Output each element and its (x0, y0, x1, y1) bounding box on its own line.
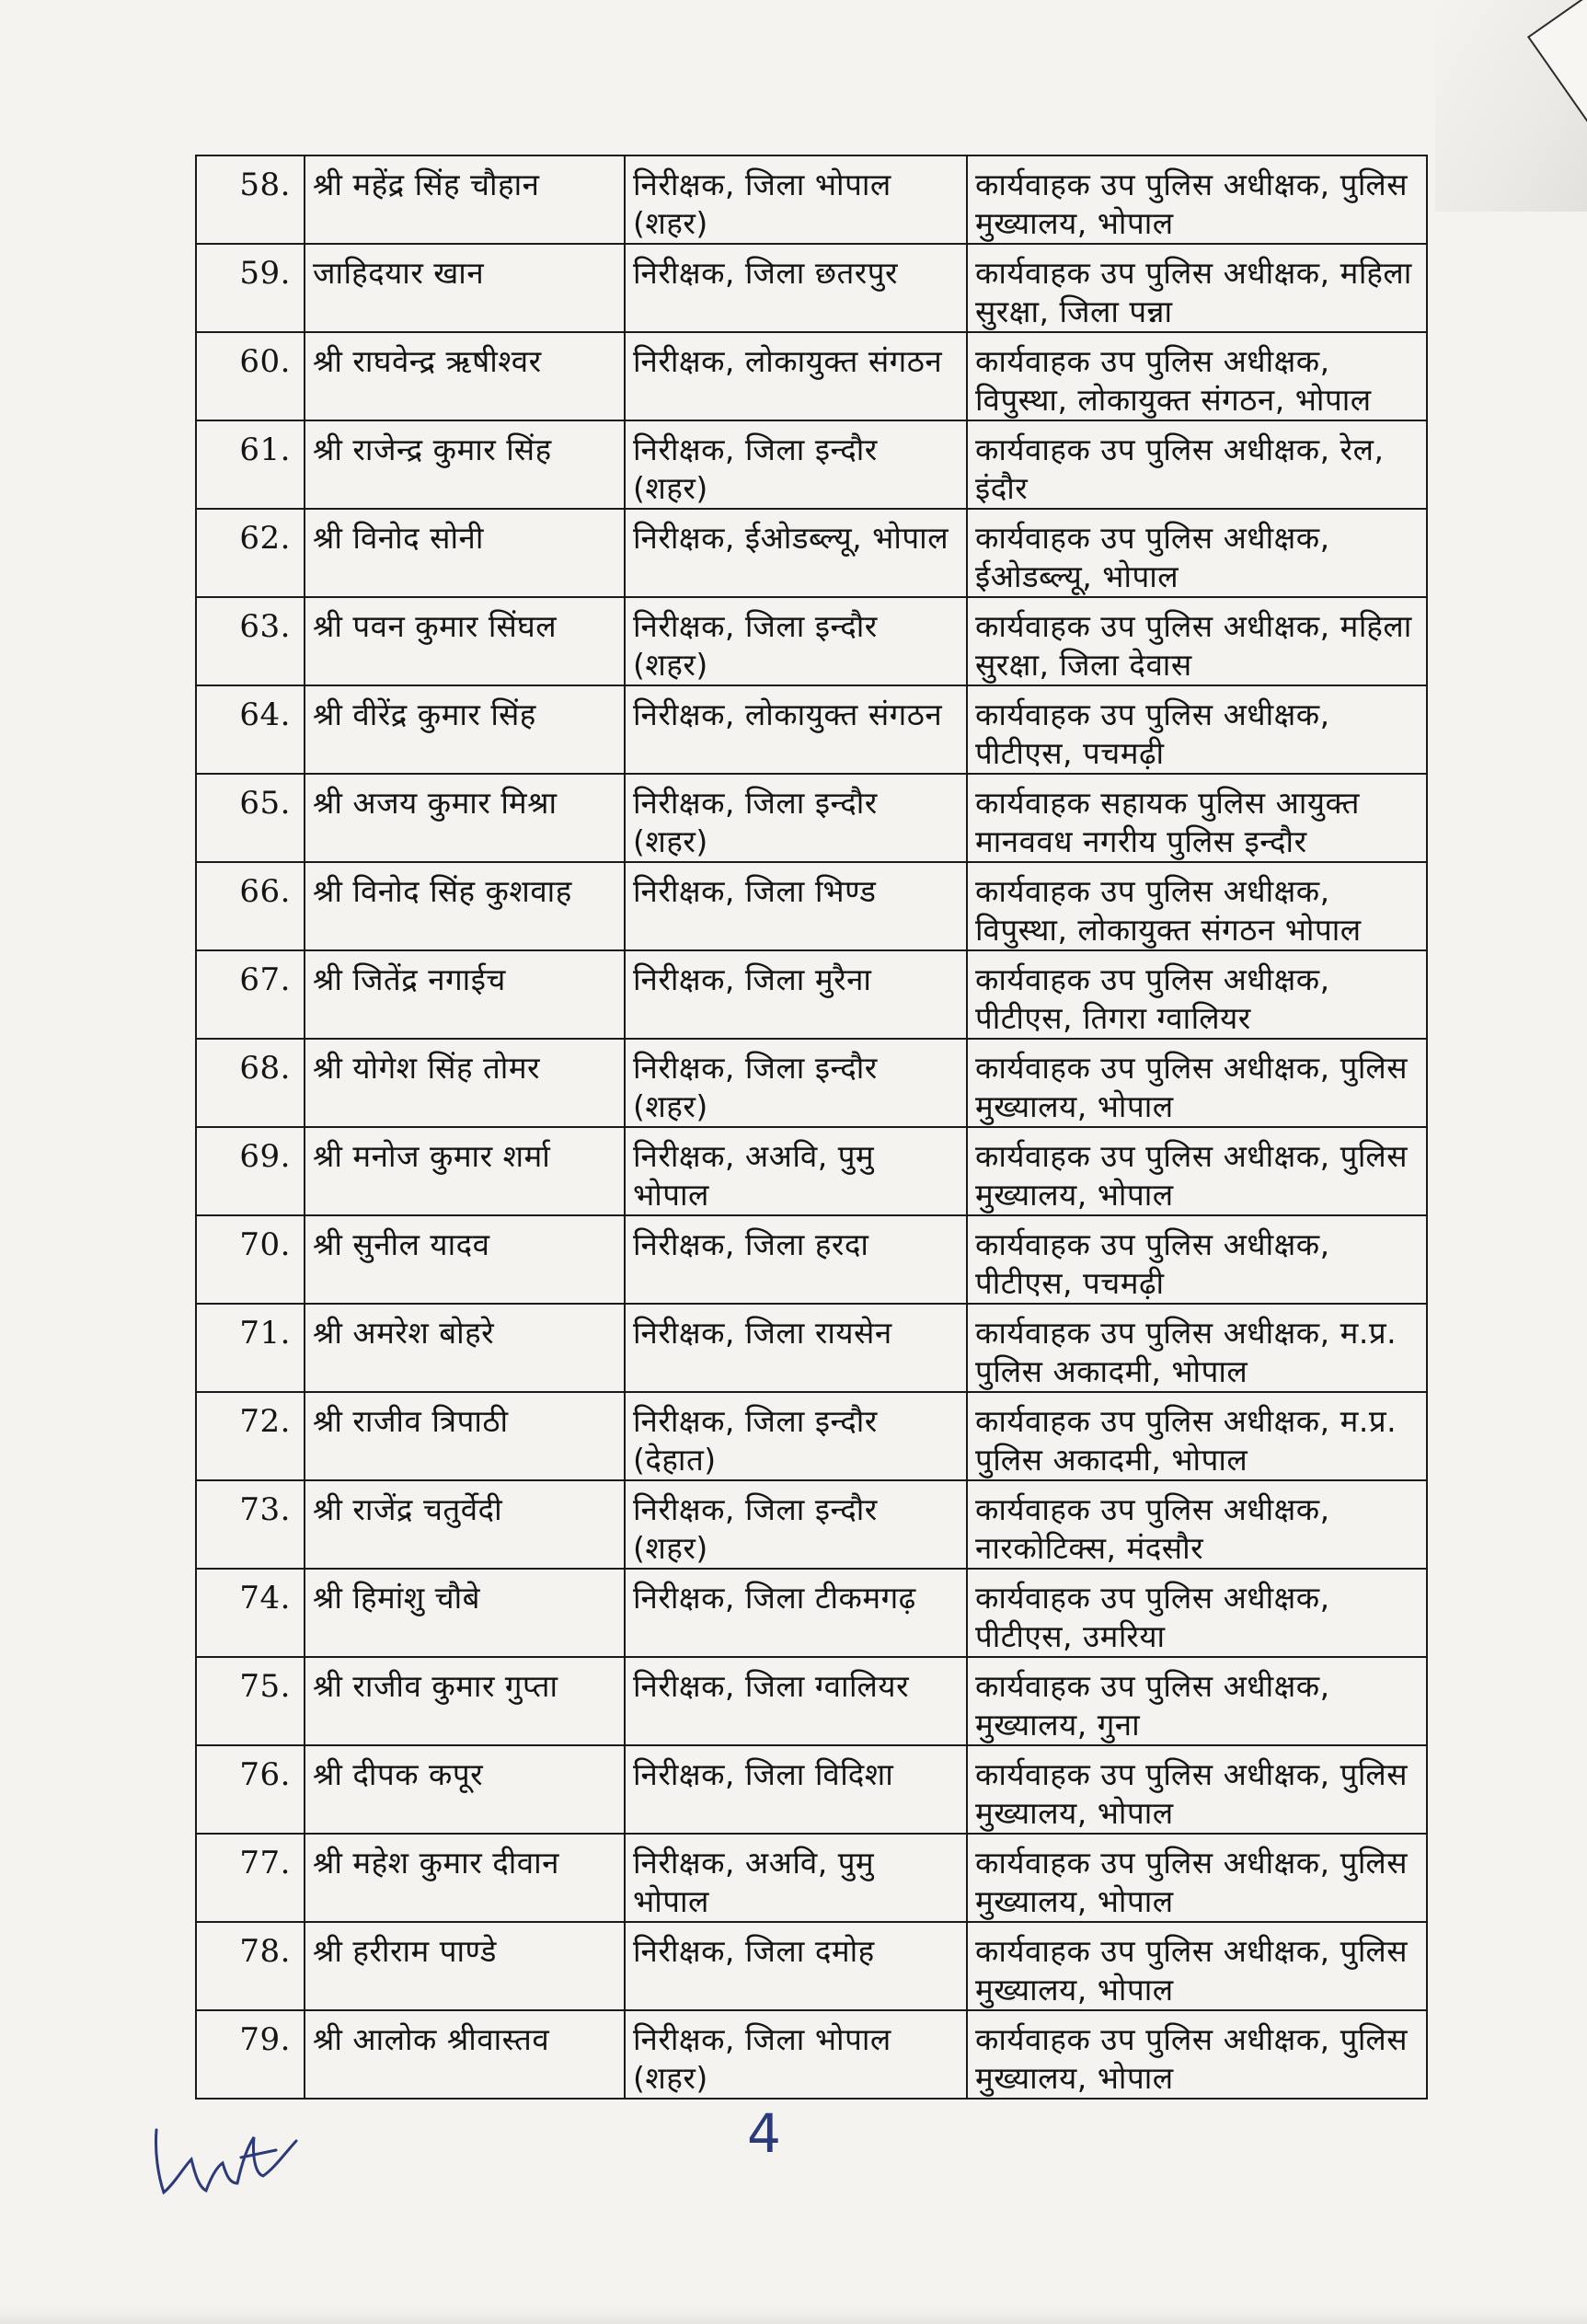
table-row (196, 509, 1427, 597)
officer-name-cell: श्री वीरेंद्र कुमार सिंह (305, 685, 625, 774)
current-posting-cell: निरीक्षक, अअवि, पुमु भोपाल (625, 1127, 967, 1215)
serial-number-cell: 77. (196, 1834, 305, 1922)
table-row (196, 1657, 1427, 1745)
current-posting-cell: निरीक्षक, जिला इन्दौर (देहात) (625, 1392, 967, 1480)
officer-name-cell: श्री अजय कुमार मिश्रा (305, 774, 625, 862)
officer-name-cell: श्री दीपक कपूर (305, 1745, 625, 1834)
new-posting-cell: कार्यवाहक उप पुलिस अधीक्षक, पीटीएस, पचमढ़ी (967, 1215, 1427, 1304)
table-row (196, 1480, 1427, 1569)
current-posting-cell: निरीक्षक, लोकायुक्त संगठन (625, 332, 967, 420)
table-row (196, 862, 1427, 950)
table-row (196, 950, 1427, 1039)
new-posting-cell: कार्यवाहक सहायक पुलिस आयुक्त मानववध नगरीय पुलिस इन्दौर (967, 774, 1427, 862)
new-posting-cell: कार्यवाहक उप पुलिस अधीक्षक, म.प्र. पुलिस अकादमी, भोपाल (967, 1304, 1427, 1392)
officer-name-cell: श्री पवन कुमार सिंघल (305, 597, 625, 685)
current-posting-cell: निरीक्षक, जिला भोपाल (शहर) (625, 2010, 967, 2099)
serial-number-cell: 62. (196, 509, 305, 597)
officer-name-cell: श्री हरीराम पाण्डे (305, 1922, 625, 2010)
serial-number-cell: 72. (196, 1392, 305, 1480)
posting-table (195, 155, 1428, 2100)
new-posting-cell: कार्यवाहक उप पुलिस अधीक्षक, पीटीएस, उमरिया (967, 1569, 1427, 1657)
officer-name-cell: श्री हिमांशु चौबे (305, 1569, 625, 1657)
current-posting-cell: निरीक्षक, जिला इन्दौर (शहर) (625, 1039, 967, 1127)
officer-name-cell: श्री विनोद सिंह कुशवाह (305, 862, 625, 950)
serial-number-cell: 70. (196, 1215, 305, 1304)
table-row (196, 1922, 1427, 2010)
new-posting-cell: कार्यवाहक उप पुलिस अधीक्षक, नारकोटिक्स, मंदसौर (967, 1480, 1427, 1569)
serial-number-cell: 63. (196, 597, 305, 685)
new-posting-cell: कार्यवाहक उप पुलिस अधीक्षक, विपुस्था, लोकायुक्त संगठन, भोपाल (967, 332, 1427, 420)
new-posting-cell: कार्यवाहक उप पुलिस अधीक्षक, पुलिस मुख्यालय, भोपाल (967, 2010, 1427, 2099)
new-posting-cell: कार्यवाहक उप पुलिस अधीक्षक, पुलिस मुख्यालय, भोपाल (967, 155, 1427, 244)
serial-number-cell: 75. (196, 1657, 305, 1745)
serial-number-cell: 78. (196, 1922, 305, 2010)
current-posting-cell: निरीक्षक, जिला ग्वालियर (625, 1657, 967, 1745)
new-posting-cell: कार्यवाहक उप पुलिस अधीक्षक, पुलिस मुख्यालय, भोपाल (967, 1922, 1427, 2010)
current-posting-cell: निरीक्षक, जिला मुरैना (625, 950, 967, 1039)
table-row (196, 1392, 1427, 1480)
serial-number-cell: 67. (196, 950, 305, 1039)
table-row (196, 1745, 1427, 1834)
table-row (196, 1304, 1427, 1392)
table-row (196, 2010, 1427, 2099)
table-row (196, 597, 1427, 685)
officer-name-cell: श्री महेश कुमार दीवान (305, 1834, 625, 1922)
officer-name-cell: श्री योगेश सिंह तोमर (305, 1039, 625, 1127)
serial-number-cell: 69. (196, 1127, 305, 1215)
posting-table-body (196, 155, 1427, 2099)
new-posting-cell: कार्यवाहक उप पुलिस अधीक्षक, पीटीएस, पचमढ़ी (967, 685, 1427, 774)
serial-number-cell: 58. (196, 155, 305, 244)
new-posting-cell: कार्यवाहक उप पुलिस अधीक्षक, पुलिस मुख्यालय, भोपाल (967, 1039, 1427, 1127)
officer-name-cell: श्री राघवेन्द्र ऋषीश्वर (305, 332, 625, 420)
new-posting-cell: कार्यवाहक उप पुलिस अधीक्षक, पुलिस मुख्यालय, भोपाल (967, 1834, 1427, 1922)
current-posting-cell: निरीक्षक, ईओडब्ल्यू, भोपाल (625, 509, 967, 597)
officer-name-cell: श्री अमरेश बोहरे (305, 1304, 625, 1392)
table-row (196, 1569, 1427, 1657)
current-posting-cell: निरीक्षक, जिला इन्दौर (शहर) (625, 597, 967, 685)
table-row (196, 420, 1427, 509)
new-posting-cell: कार्यवाहक उप पुलिस अधीक्षक, महिला सुरक्षा, जिला पन्ना (967, 244, 1427, 332)
new-posting-cell: कार्यवाहक उप पुलिस अधीक्षक, महिला सुरक्षा, जिला देवास (967, 597, 1427, 685)
serial-number-cell: 66. (196, 862, 305, 950)
officer-name-cell: श्री राजीव कुमार गुप्ता (305, 1657, 625, 1745)
serial-number-cell: 68. (196, 1039, 305, 1127)
new-posting-cell: कार्यवाहक उप पुलिस अधीक्षक, रेल, इंदौर (967, 420, 1427, 509)
handwritten-signature (138, 2102, 304, 2203)
page-number: 4 (747, 2102, 781, 2165)
serial-number-cell: 60. (196, 332, 305, 420)
officer-name-cell: श्री मनोज कुमार शर्मा (305, 1127, 625, 1215)
table-row (196, 774, 1427, 862)
table-row (196, 1039, 1427, 1127)
serial-number-cell: 73. (196, 1480, 305, 1569)
new-posting-cell: कार्यवाहक उप पुलिस अधीक्षक, मुख्यालय, गुना (967, 1657, 1427, 1745)
current-posting-cell: निरीक्षक, जिला टीकमगढ़ (625, 1569, 967, 1657)
new-posting-cell: कार्यवाहक उप पुलिस अधीक्षक, पुलिस मुख्यालय, भोपाल (967, 1127, 1427, 1215)
current-posting-cell: निरीक्षक, जिला भिण्ड (625, 862, 967, 950)
officer-name-cell: श्री राजेंद्र चतुर्वेदी (305, 1480, 625, 1569)
table-row (196, 685, 1427, 774)
new-posting-cell: कार्यवाहक उप पुलिस अधीक्षक, म.प्र. पुलिस अकादमी, भोपाल (967, 1392, 1427, 1480)
current-posting-cell: निरीक्षक, जिला छतरपुर (625, 244, 967, 332)
officer-name-cell: श्री आलोक श्रीवास्तव (305, 2010, 625, 2099)
current-posting-cell: निरीक्षक, लोकायुक्त संगठन (625, 685, 967, 774)
current-posting-cell: निरीक्षक, जिला भोपाल (शहर) (625, 155, 967, 244)
page-bottom-edge (0, 2307, 1587, 2324)
serial-number-cell: 59. (196, 244, 305, 332)
serial-number-cell: 71. (196, 1304, 305, 1392)
current-posting-cell: निरीक्षक, अअवि, पुमु भोपाल (625, 1834, 967, 1922)
current-posting-cell: निरीक्षक, जिला इन्दौर (शहर) (625, 774, 967, 862)
current-posting-cell: निरीक्षक, जिला इन्दौर (शहर) (625, 420, 967, 509)
table-row (196, 1215, 1427, 1304)
officer-name-cell: श्री सुनील यादव (305, 1215, 625, 1304)
table-row (196, 155, 1427, 244)
table-row (196, 332, 1427, 420)
serial-number-cell: 64. (196, 685, 305, 774)
officer-name-cell: श्री जितेंद्र नगाईच (305, 950, 625, 1039)
posting-table-container (195, 155, 1426, 2100)
serial-number-cell: 61. (196, 420, 305, 509)
table-row (196, 1127, 1427, 1215)
new-posting-cell: कार्यवाहक उप पुलिस अधीक्षक, पीटीएस, तिगरा ग्वालियर (967, 950, 1427, 1039)
current-posting-cell: निरीक्षक, जिला विदिशा (625, 1745, 967, 1834)
officer-name-cell: श्री राजीव त्रिपाठी (305, 1392, 625, 1480)
new-posting-cell: कार्यवाहक उप पुलिस अधीक्षक, विपुस्था, लोकायुक्त संगठन भोपाल (967, 862, 1427, 950)
serial-number-cell: 76. (196, 1745, 305, 1834)
current-posting-cell: निरीक्षक, जिला रायसेन (625, 1304, 967, 1392)
serial-number-cell: 79. (196, 2010, 305, 2099)
table-row (196, 1834, 1427, 1922)
new-posting-cell: कार्यवाहक उप पुलिस अधीक्षक, ईओडब्ल्यू, भोपाल (967, 509, 1427, 597)
officer-name-cell: श्री राजेन्द्र कुमार सिंह (305, 420, 625, 509)
table-row (196, 244, 1427, 332)
serial-number-cell: 74. (196, 1569, 305, 1657)
officer-name-cell: श्री विनोद सोनी (305, 509, 625, 597)
current-posting-cell: निरीक्षक, जिला इन्दौर (शहर) (625, 1480, 967, 1569)
new-posting-cell: कार्यवाहक उप पुलिस अधीक्षक, पुलिस मुख्यालय, भोपाल (967, 1745, 1427, 1834)
officer-name-cell: जाहिदयार खान (305, 244, 625, 332)
officer-name-cell: श्री महेंद्र सिंह चौहान (305, 155, 625, 244)
current-posting-cell: निरीक्षक, जिला दमोह (625, 1922, 967, 2010)
serial-number-cell: 65. (196, 774, 305, 862)
current-posting-cell: निरीक्षक, जिला हरदा (625, 1215, 967, 1304)
